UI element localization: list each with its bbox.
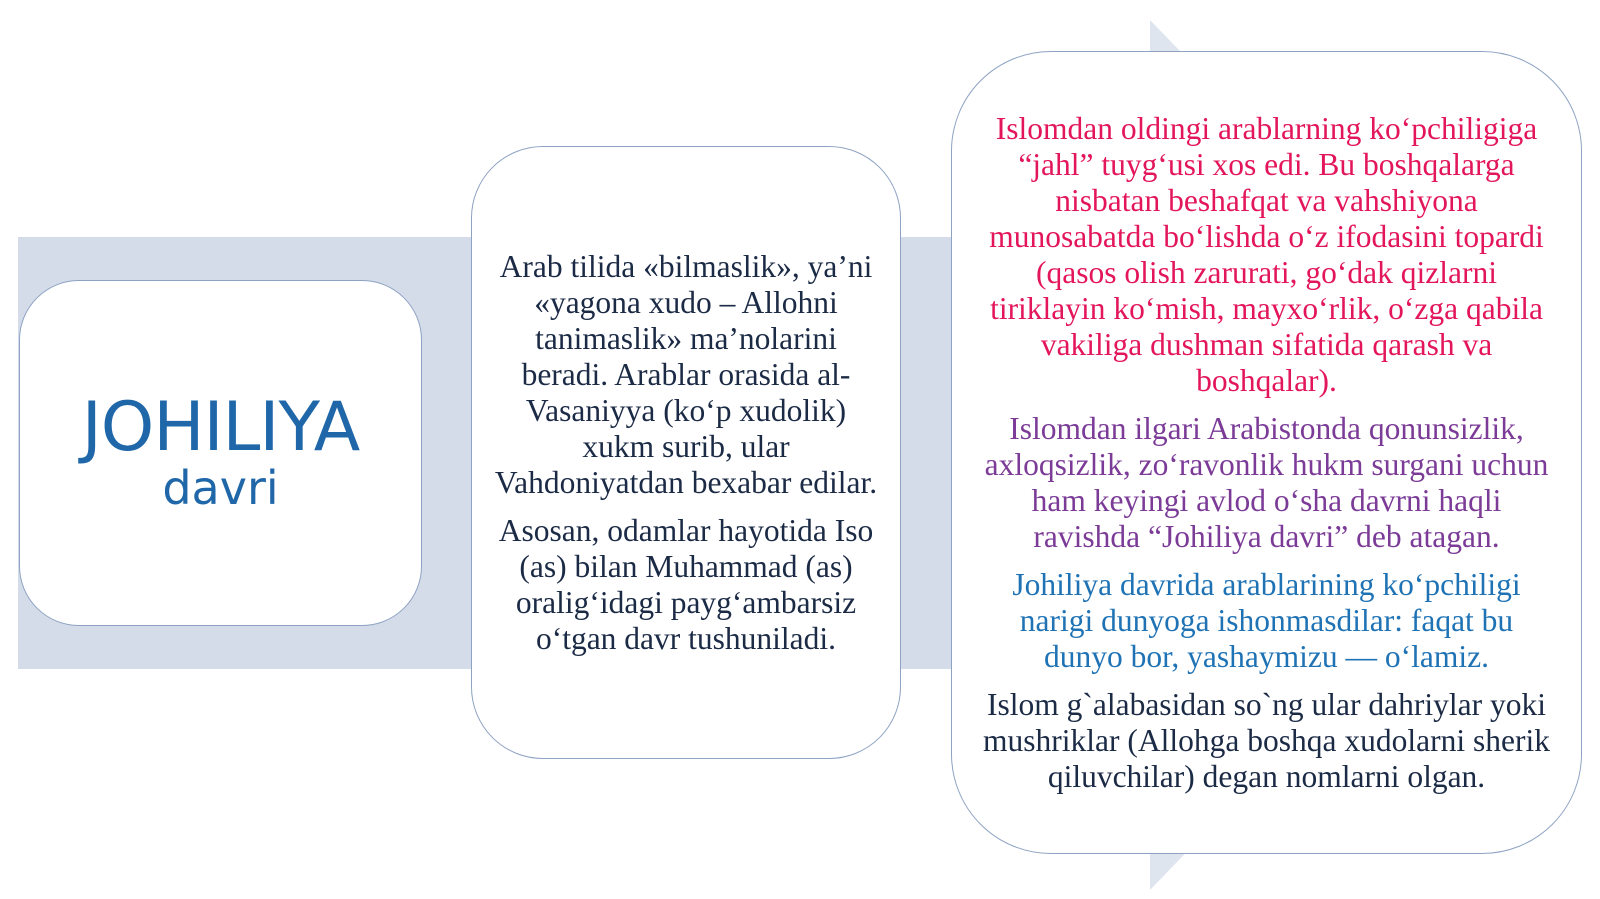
subtitle: davri (162, 461, 279, 516)
description-paragraph-4: Islom g`alabasidan so`ng ular dahriylar yoki mushriklar (Allohga boshqa xudolarni sherik qiluvchilar) degan nomlarni olgan. (983, 686, 1550, 794)
title-box (19, 280, 422, 626)
definition-box (471, 146, 901, 759)
definition-paragraph-1: Arab tilida «bilmaslik», ya’ni «yagona xudo – Allohni tanimaslik» ma’nolarini beradi. Arablar orasida al-Vasaniyya (ko‘p xudolik) xukm surib, ular Vahdoniyatdan bexabar edilar. (494, 248, 878, 500)
description-box (951, 51, 1582, 854)
definition-paragraph-2: Asosan, odamlar hayotida Iso (as) bilan Muhammad (as) oralig‘idagi payg‘ambarsiz o‘tgan davr tushuniladi. (498, 512, 874, 656)
description-paragraph-3: Johiliya davrida arablarining ko‘pchiligi narigi dunyoga ishonmasdilar: faqat bu dunyo bor, yashaymizu — o‘lamiz. (1012, 566, 1521, 674)
description-paragraph-1: Islomdan oldingi arablarning ko‘pchiligiga “jahl” tuyg‘usi xos edi. Bu boshqalarga nisbatan beshafqat va vahshiyona munosabatda bo‘lishda o‘z ifodasini topardi (qasos olish zarurati, go‘dak qizlarni tiriklayin ko‘mish, mayxo‘rlik, o‘zga qabila vakiliga dushman sifatida qarash va boshqalar). (989, 110, 1544, 398)
title: JOHILIYA (81, 388, 360, 467)
description-paragraph-2: Islomdan ilgari Arabistonda qonunsizlik, axloqsizlik, zo‘ravonlik hukm surgani uchun ham keyingi avlod o‘sha davrni haqli ravishda “Johiliya davri” deb atagan. (984, 410, 1549, 554)
